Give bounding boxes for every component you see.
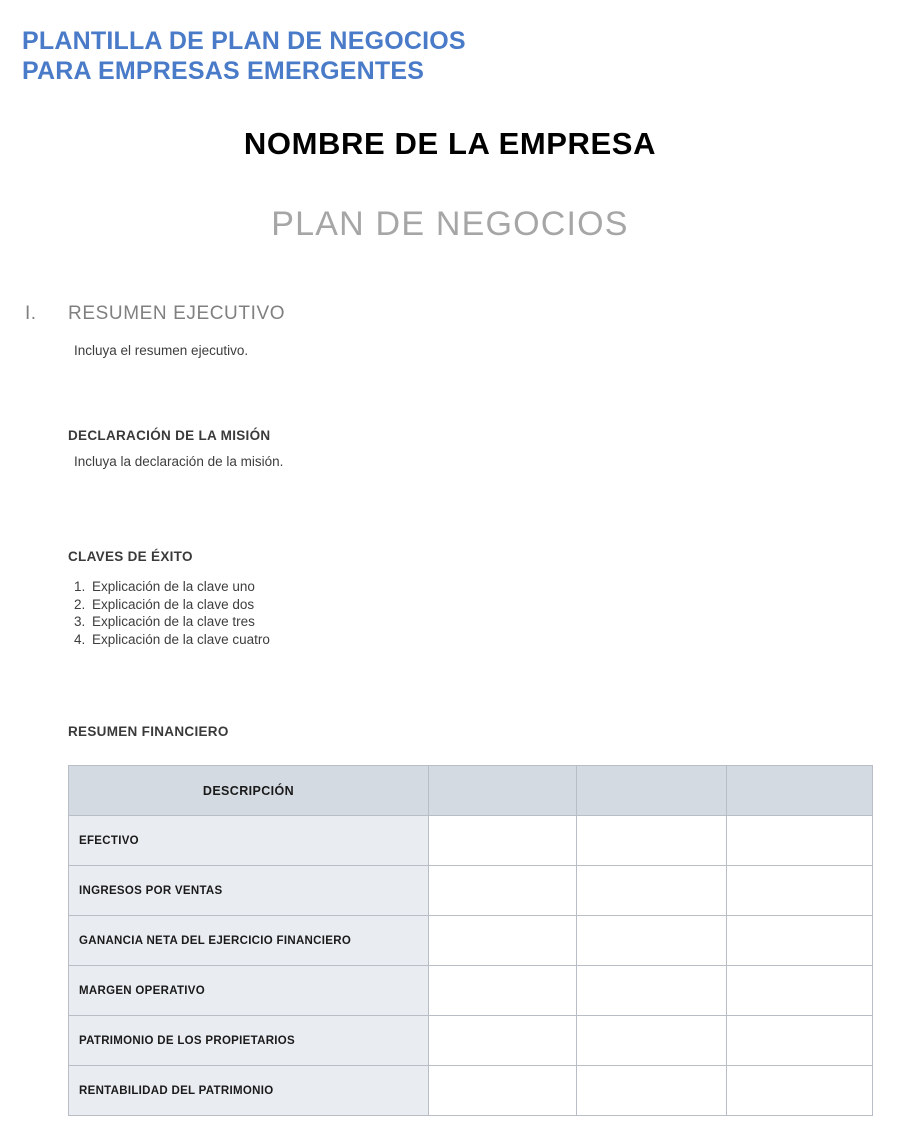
mission-body-text: Incluya la declaración de la misión. bbox=[74, 454, 284, 469]
table-row-label: PATRIMONIO DE LOS PROPIETARIOS bbox=[69, 1016, 429, 1066]
table-cell-value[interactable] bbox=[429, 816, 577, 866]
table-cell-value[interactable] bbox=[429, 1066, 577, 1116]
table-row bbox=[69, 966, 873, 1016]
list-item bbox=[74, 613, 900, 631]
company-name-heading: NOMBRE DE LA EMPRESA bbox=[243, 126, 657, 161]
template-title-line-1: PLANTILLA DE PLAN DE NEGOCIOS bbox=[22, 27, 466, 55]
table-cell-value[interactable] bbox=[727, 966, 873, 1016]
list-item-label: Explicación de la clave dos bbox=[92, 596, 255, 612]
table-column-header-description: DESCRIPCIÓN bbox=[69, 766, 429, 816]
list-item-label: Explicación de la clave cuatro bbox=[92, 631, 270, 647]
subsection-mission bbox=[0, 428, 900, 471]
table-row bbox=[69, 816, 873, 866]
table-cell-value[interactable] bbox=[577, 1016, 727, 1066]
table-row-label: INGRESOS POR VENTAS bbox=[69, 866, 429, 916]
keys-title: CLAVES DE ÉXITO bbox=[68, 549, 193, 564]
table-cell-value[interactable] bbox=[577, 1066, 727, 1116]
table-row bbox=[69, 1016, 873, 1066]
list-item-label: Explicación de la clave uno bbox=[92, 579, 255, 594]
template-title bbox=[22, 26, 642, 86]
table-cell-value[interactable] bbox=[727, 1066, 873, 1116]
table-cell-value[interactable] bbox=[577, 966, 727, 1016]
section-numeral: I. bbox=[25, 303, 37, 324]
list-item-number: 2. bbox=[74, 596, 86, 612]
table-cell-value[interactable] bbox=[577, 866, 727, 916]
table-cell-value[interactable] bbox=[727, 816, 873, 866]
table-row-label: EFECTIVO bbox=[69, 816, 429, 866]
subsection-financial-summary bbox=[0, 724, 900, 1097]
list-item-number: 3. bbox=[74, 614, 86, 629]
list-item bbox=[74, 596, 900, 614]
keys-list bbox=[0, 578, 900, 648]
list-item-label: Explicación de la clave tres bbox=[92, 614, 255, 629]
table-row-label: GANANCIA NETA DEL EJERCICIO FINANCIERO bbox=[69, 916, 429, 966]
section-executive-summary bbox=[0, 303, 900, 360]
table-cell-value[interactable] bbox=[727, 866, 873, 916]
table-cell-value[interactable] bbox=[727, 916, 873, 966]
table-column-header-2 bbox=[429, 766, 577, 816]
financial-summary-title: RESUMEN FINANCIERO bbox=[68, 724, 229, 739]
table-row bbox=[69, 1066, 873, 1116]
table-row-label: MARGEN OPERATIVO bbox=[69, 966, 429, 1016]
table-column-header-3 bbox=[577, 766, 727, 816]
table-cell-value[interactable] bbox=[429, 866, 577, 916]
table-cell-value[interactable] bbox=[429, 966, 577, 1016]
table-cell-value[interactable] bbox=[429, 1016, 577, 1066]
table-row bbox=[69, 866, 873, 916]
subsection-keys-to-success bbox=[0, 549, 900, 648]
table-row-label: RENTABILIDAD DEL PATRIMONIO bbox=[69, 1066, 429, 1116]
section-body-text: Incluya el resumen ejecutivo. bbox=[74, 343, 249, 358]
table-row bbox=[69, 916, 873, 966]
table-cell-value[interactable] bbox=[577, 816, 727, 866]
table-cell-value[interactable] bbox=[577, 916, 727, 966]
list-item bbox=[74, 578, 900, 596]
mission-title: DECLARACIÓN DE LA MISIÓN bbox=[68, 428, 271, 443]
section-heading bbox=[0, 303, 900, 333]
list-item bbox=[74, 631, 900, 649]
table-cell-value[interactable] bbox=[727, 1016, 873, 1066]
list-item-number: 1. bbox=[74, 579, 86, 594]
table-column-header-4 bbox=[727, 766, 873, 816]
section-title: RESUMEN EJECUTIVO bbox=[68, 303, 286, 324]
table-cell-value[interactable] bbox=[429, 916, 577, 966]
document-subtitle: PLAN DE NEGOCIOS bbox=[271, 205, 629, 243]
table-header-row bbox=[69, 766, 873, 816]
financial-summary-table bbox=[68, 765, 873, 1116]
list-item-number: 4. bbox=[74, 631, 86, 647]
template-title-line-2: PARA EMPRESAS EMERGENTES bbox=[22, 57, 425, 85]
